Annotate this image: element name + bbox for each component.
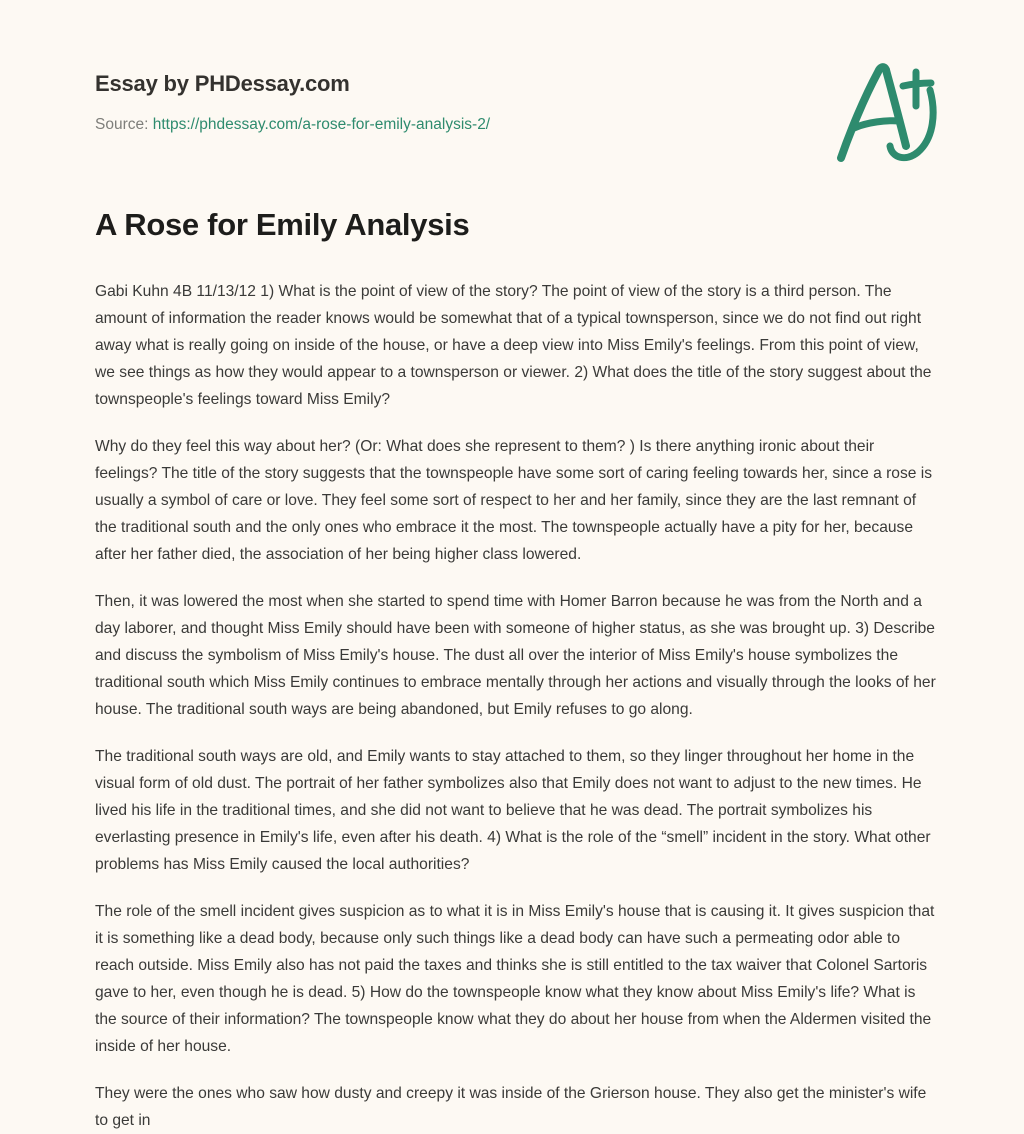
source-url-link[interactable]: https://phdessay.com/a-rose-for-emily-analysis-2/ [152, 116, 491, 134]
paragraph: The traditional south ways are old, and Emily wants to stay attached to them, so they linger throughout her home in the visual form of old dust. The portrait of her father symbolizes also that Emily does not want to adjust to the new times. He lived his life in the traditional times, and she did not want to believe that he was dead. The portrait symbolizes his everlasting presence in Emily's life, even after his death. 4) What is the role of the “smell” incident in the story. What other problems has Miss Emily caused the local authorities? [95, 748, 931, 874]
source-label: Source: [95, 116, 149, 134]
page-title: A Rose for Emily Analysis [95, 206, 470, 242]
paragraph: Then, it was lowered the most when she started to spend time with Homer Barron because he was from the North and a day laborer, and thought Miss Emily should have been with someone of higher status, as she was brought up. 3) Describe and discuss the symbolism of Miss Emily's house. The dust all over the interior of Miss Emily's house symbolizes the traditional south which Miss Emily continues to embrace mentally through her actions and visually through the looks of her house. The traditional south ways are being abandoned, but Emily refuses to go along. [95, 593, 936, 719]
document-body [95, 278, 936, 1134]
paragraph: The role of the smell incident gives suspicion as to what it is in Miss Emily's house that is causing it. It gives suspicion that it is something like a dead body, because only such things like a dead body can have such a permeating odor able to reach outside. Miss Emily also has not paid the taxes and thinks she is still entitled to the tax waiver that Colonel Sartoris gave to her, even though he is dead. 5) How do the townspeople know what they know about Miss Emily's life? What is the source of their information? The townspeople know what they do about her house from when the Aldermen visited the inside of her house. [95, 903, 935, 1056]
paragraph: Why do they feel this way about her? (Or: What does she represent to them? ) Is there anything ironic about their feelings? The title of the story suggests that the townspeople have some sort of caring feeling towards her, since a rose is usually a symbol of care or love. They feel some sort of respect to her and her family, since they are the last remnant of the traditional south and the only ones who embrace it the most. The townspeople actually have a pity for her, because after her father died, the association of her being higher class lowered. [95, 438, 933, 564]
source-line [95, 116, 936, 135]
document-header [95, 0, 936, 135]
a-plus-logo-icon [830, 58, 942, 164]
brand-title: Essay by PHDessay.com [95, 71, 350, 96]
paragraph: They were the ones who saw how dusty and creepy it was inside of the Grierson house. They also get the minister's wife to get in [95, 1085, 927, 1130]
paragraph: Gabi Kuhn 4B 11/13/12 1) What is the point of view of the story? The point of view of the story is a third person. The amount of information the reader knows would be somewhat that of a typical townsperson, since we do not find out right away what is really going on inside of the house, or have a deep view into Miss Emily's feelings. From this point of view, we see things as how they would appear to a townsperson or viewer. 2) What does the title of the story suggest about the townspeople's feelings toward Miss Emily? [95, 283, 932, 409]
